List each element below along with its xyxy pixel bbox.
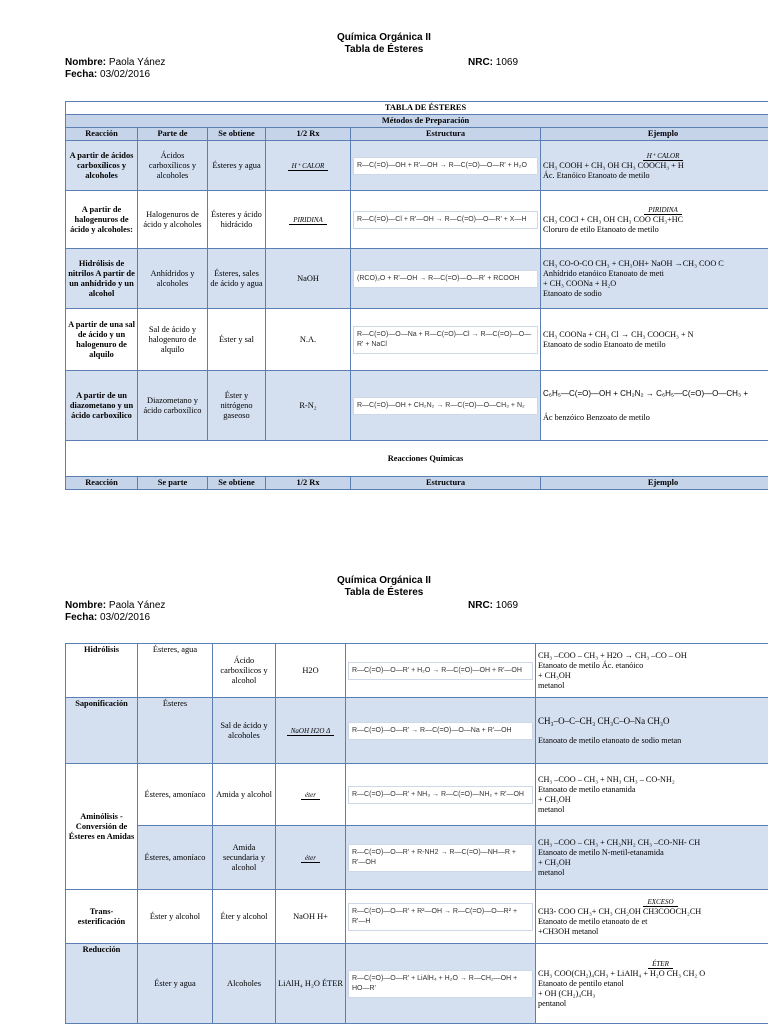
rx-arrow: NaOH H2O Δ xyxy=(287,727,335,736)
structure-cell xyxy=(346,698,536,764)
example-line: + CH₃ COONa + H₂O xyxy=(543,278,617,288)
structure-cell xyxy=(346,764,536,826)
from-cell: Ácidos carboxílicos y alcoholes xyxy=(138,141,208,191)
table-title: TABLA DE ÉSTERES xyxy=(66,102,768,115)
date-value: 03/02/2016 xyxy=(100,612,151,623)
example-line: metanol xyxy=(538,804,565,814)
col-header: Estructura xyxy=(351,128,541,141)
structure-diagram: R—C(=O)—O—R' → R—C(=O)—O—Na + R'—OH xyxy=(348,722,533,740)
nrc-label: NRC: xyxy=(468,600,493,611)
structure-cell xyxy=(351,371,541,441)
example-line: Ác benzóico Benzoato de metilo xyxy=(543,412,650,422)
structure-cell xyxy=(346,890,536,944)
col-header: Se parte xyxy=(138,477,208,490)
nrc-value: 1069 xyxy=(495,57,519,68)
example-line: Etanoato de pentilo etanol xyxy=(538,978,624,988)
rx-arrow: éter xyxy=(301,854,320,863)
structure-diagram: R—C(=O)—O—R' + NH₃ → R—C(=O)—NH₂ + R'—OH xyxy=(348,786,533,804)
rx-cell: R-N₂ xyxy=(266,371,351,441)
col-header: Ejemplo xyxy=(541,477,768,490)
table-row xyxy=(66,826,768,890)
table-row xyxy=(66,944,768,1024)
example-cell xyxy=(541,141,768,191)
gets-cell: Alcoholes xyxy=(213,944,276,1024)
example-line: Etanoato de metilo etanamida xyxy=(538,784,636,794)
rx-cell xyxy=(276,826,346,890)
gets-cell: Amida secundaria y alcohol xyxy=(213,826,276,890)
example-line: Etanoato de sodio Etanoato de metilo xyxy=(543,339,666,349)
doc-subtitle: Tabla de Ésteres xyxy=(344,44,424,55)
rx-cell: N.A. xyxy=(266,309,351,371)
example-cell xyxy=(541,371,768,441)
structure-diagram: R—C(=O)—OH + R'—OH → R—C(=O)—O—R' + H₂O xyxy=(353,157,538,175)
from-cell: Éster y agua xyxy=(138,944,213,1024)
example-line: Etanoato de metilo etanoato de sodio metan xyxy=(538,735,682,745)
structure-cell xyxy=(346,644,536,698)
section-title: Métodos de Preparación xyxy=(66,115,768,128)
rx-cell: NaOH xyxy=(266,249,351,309)
example-line: CH₃ –COO – CH₃ + H2O → CH₃ –CO – OH xyxy=(538,650,687,660)
structure-diagram: R—C(=O)—OH + CH₂N₂ → R—C(=O)—O—CH₃ + N₂ xyxy=(353,397,538,415)
example-line: CH₃ –COO – CH₃ + CH₃NH₂ CH₃ –CO-NH- CH xyxy=(538,837,701,847)
example-arrow: H⁺ CALOR xyxy=(643,152,684,161)
reaction-cell: A partir de un diazometano y un ácido carboxílico xyxy=(66,371,138,441)
col-header: 1/2 Rx xyxy=(266,128,351,141)
col-header: Reacción xyxy=(66,477,138,490)
table-row xyxy=(66,698,768,764)
structure-diagram: R—C(=O)—O—R' + LiAlH₄ + H₂O → R—CH₂—OH + HO—R' xyxy=(348,970,533,998)
table-row xyxy=(66,309,768,371)
date-label: Fecha: xyxy=(65,69,98,80)
col-header: Se obtiene xyxy=(208,477,266,490)
from-cell: Éster y alcohol xyxy=(138,890,213,944)
name-line xyxy=(65,57,165,68)
name-line xyxy=(65,600,165,611)
name-value: Paola Yánez xyxy=(108,57,166,68)
example-line: CH₃ COO(CH₂)₄CH₃ + LiAlH₄ + H₂O CH₃ CH₂ O xyxy=(538,968,706,978)
col-header: Ejemplo xyxy=(541,128,768,141)
example-cell xyxy=(536,698,768,764)
example-line: CH₃ –COO – CH₃ + NH₃ CH₃ – CO-NH₂ xyxy=(538,774,675,784)
nrc-line xyxy=(468,57,518,68)
rx-cell xyxy=(266,191,351,249)
date-line xyxy=(65,69,150,80)
from-cell: Ésteres, amoníaco xyxy=(138,826,213,890)
example-line: pentanol xyxy=(538,998,567,1008)
reaction-cell: A partir de halogenuros de ácido y alcoholes: xyxy=(66,191,138,249)
rx-cell: H2O xyxy=(276,644,346,698)
reaction-cell: Aminólisis - Conversión de Ésteres en Amidas xyxy=(66,764,138,890)
col-header: Se obtiene xyxy=(208,128,266,141)
section-title: Reacciones Químicas xyxy=(66,441,768,477)
example-cell xyxy=(536,826,768,890)
course-title: Química Orgánica II xyxy=(337,575,431,586)
section-row xyxy=(66,441,768,477)
reaction-cell: A partir de ácidos carboxílicos y alcoholes xyxy=(66,141,138,191)
from-cell: Halogenuros de ácido y alcoholes xyxy=(138,191,208,249)
example-cell xyxy=(536,944,768,1024)
structure-diagram: R—C(=O)—O—Na + R—C(=O)—Cl → R—C(=O)—O—R' + NaCl xyxy=(353,326,538,354)
example-cell xyxy=(536,764,768,826)
example-line: Ác. Etanóico Etanoato de metilo xyxy=(543,170,650,180)
esters-table-preparation xyxy=(65,101,768,490)
structure-cell xyxy=(351,309,541,371)
example-line: + CH₃OH xyxy=(538,857,571,867)
table-row xyxy=(66,249,768,309)
gets-cell: Ésteres, sales de ácido y agua xyxy=(208,249,266,309)
date-line xyxy=(65,612,150,623)
nrc-value: 1069 xyxy=(495,600,519,611)
structure-diagram: R—C(=O)—O—R' + H₂O → R—C(=O)—OH + R'—OH xyxy=(348,662,533,680)
rx-cell: LiAlH₄ H₂O ÉTER xyxy=(276,944,346,1024)
gets-cell: Sal de ácido y alcoholes xyxy=(213,698,276,764)
reaction-cell: Reducción xyxy=(66,944,138,1024)
gets-cell: Ésteres y ácido hidrácido xyxy=(208,191,266,249)
table-row xyxy=(66,141,768,191)
gets-cell: Ésteres y agua xyxy=(208,141,266,191)
example-line: Cloruro de etilo Etanoato de metilo xyxy=(543,224,659,234)
reaction-cell: Saponificación xyxy=(66,698,138,764)
gets-cell: Ácido carboxílicos y alcohol xyxy=(213,644,276,698)
example-arrow: PIRIDINA xyxy=(644,206,682,215)
rx-arrow: éter xyxy=(301,791,320,800)
example-line: + CH₃OH xyxy=(538,670,571,680)
example-line: + CH₃OH xyxy=(538,794,571,804)
col-header: Estructura xyxy=(351,477,541,490)
table-row xyxy=(66,644,768,698)
from-cell: Anhídridos y alcoholes xyxy=(138,249,208,309)
date-label: Fecha: xyxy=(65,612,98,623)
rx-cell xyxy=(276,764,346,826)
reaction-cell: Hidrólisis xyxy=(66,644,138,698)
reaction-cell: A partir de una sal de ácido y un halogenuro de alquilo xyxy=(66,309,138,371)
example-line: CH₃ COOH + CH₃ OH CH₃ COOCH₃ + H xyxy=(543,160,684,170)
rx-cell xyxy=(276,698,346,764)
col-header: Parte de xyxy=(138,128,208,141)
example-arrow: ÉTER xyxy=(648,960,673,969)
table-row xyxy=(66,890,768,944)
example-cell xyxy=(536,644,768,698)
example-line: Anhídrido etanóico Etanoato de meti xyxy=(543,268,664,278)
example-line: CH3- COO CH₃+ CH₃ CH₂OH CH3COOCH₂CH xyxy=(538,906,702,916)
structure-cell xyxy=(351,141,541,191)
example-cell xyxy=(541,249,768,309)
example-cell xyxy=(536,890,768,944)
nrc-label: NRC: xyxy=(468,57,493,68)
reaction-cell: Trans-esterificación xyxy=(66,890,138,944)
from-cell: Diazometano y ácido carboxílico xyxy=(138,371,208,441)
from-cell: Ésteres, agua xyxy=(138,644,213,698)
example-line: metanol xyxy=(538,680,565,690)
name-value: Paola Yánez xyxy=(108,600,166,611)
example-line: + OH (CH₂)₄CH₃ xyxy=(538,988,596,998)
structure-cell xyxy=(351,249,541,309)
gets-cell: Éster y nitrógeno gaseoso xyxy=(208,371,266,441)
date-value: 03/02/2016 xyxy=(100,69,151,80)
example-line: CH₃ COONa + CH₃ Cl → CH₃ COOCH₃ + N xyxy=(543,329,694,339)
from-cell: Sal de ácido y halogenuro de alquilo xyxy=(138,309,208,371)
header-row xyxy=(66,477,768,490)
example-line: CH₃–O–C–CH₃ CH₃C–O–Na CH₃O xyxy=(538,715,670,726)
structure-diagram: R—C(=O)—O—R' + R-NH2 → R—C(=O)—NH—R + R'—OH xyxy=(348,844,533,872)
structure-diagram: R—C(=O)—O—R' + R²—OH → R—C(=O)—O—R² + R'—H xyxy=(348,903,533,931)
name-label: Nombre: xyxy=(65,600,107,611)
example-line: CH₃ CO-O-CO CH₃ + CH₃OH+ NaOH →CH₃ COO C xyxy=(543,258,724,268)
nrc-line xyxy=(468,600,518,611)
name-label: Nombre: xyxy=(65,57,107,68)
structure-diagram: (RCO)₂O + R'—OH → R—C(=O)—O—R' + RCOOH xyxy=(353,270,538,288)
rx-cell xyxy=(266,141,351,191)
example-line: Etanoato de sodio xyxy=(543,288,602,298)
rx-arrow: H⁺ CALOR xyxy=(288,162,329,171)
reaction-cell: Hidrólisis de nitrilos A partir de un anhídrido y un alcohol xyxy=(66,249,138,309)
esters-table-reactions xyxy=(65,643,768,1024)
example-line: Etanoato de metilo Ác. etanóico xyxy=(538,660,644,670)
example-arrow: EXCESO xyxy=(643,898,677,907)
rx-cell: NaOH H+ xyxy=(276,890,346,944)
doc-subtitle: Tabla de Ésteres xyxy=(344,587,424,598)
header-row xyxy=(66,128,768,141)
structure-cell xyxy=(346,944,536,1024)
example-line: Etanoato de metilo N-metil-etanamida xyxy=(538,847,664,857)
table-row xyxy=(66,371,768,441)
col-header: 1/2 Rx xyxy=(266,477,351,490)
example-line: C₆H₅—C(=O)—OH + CH₂N₂ → C₆H₅—C(=O)—O—CH₃ + xyxy=(543,388,749,398)
gets-cell: Éter y alcohol xyxy=(213,890,276,944)
table-row xyxy=(66,764,768,826)
from-cell: Ésteres, amoníaco xyxy=(138,764,213,826)
example-line: metanol xyxy=(538,867,565,877)
gets-cell: Amida y alcohol xyxy=(213,764,276,826)
gets-cell: Éster y sal xyxy=(208,309,266,371)
rx-arrow: PIRIDINA xyxy=(289,216,327,225)
structure-cell xyxy=(346,826,536,890)
example-line: Etanoato de metilo etanoato de et xyxy=(538,916,648,926)
example-line: CH₃ COCl + CH₃ OH CH₃ COO CH₃+HC xyxy=(543,214,684,224)
col-header: Reacción xyxy=(66,128,138,141)
example-cell xyxy=(541,191,768,249)
example-cell xyxy=(541,309,768,371)
example-line: +CH3OH metanol xyxy=(538,926,599,936)
table-row xyxy=(66,191,768,249)
structure-cell xyxy=(351,191,541,249)
course-title: Química Orgánica II xyxy=(337,32,431,43)
from-cell: Ésteres xyxy=(138,698,213,764)
structure-diagram: R—C(=O)—Cl + R'—OH → R—C(=O)—O—R' + X—H xyxy=(353,211,538,229)
